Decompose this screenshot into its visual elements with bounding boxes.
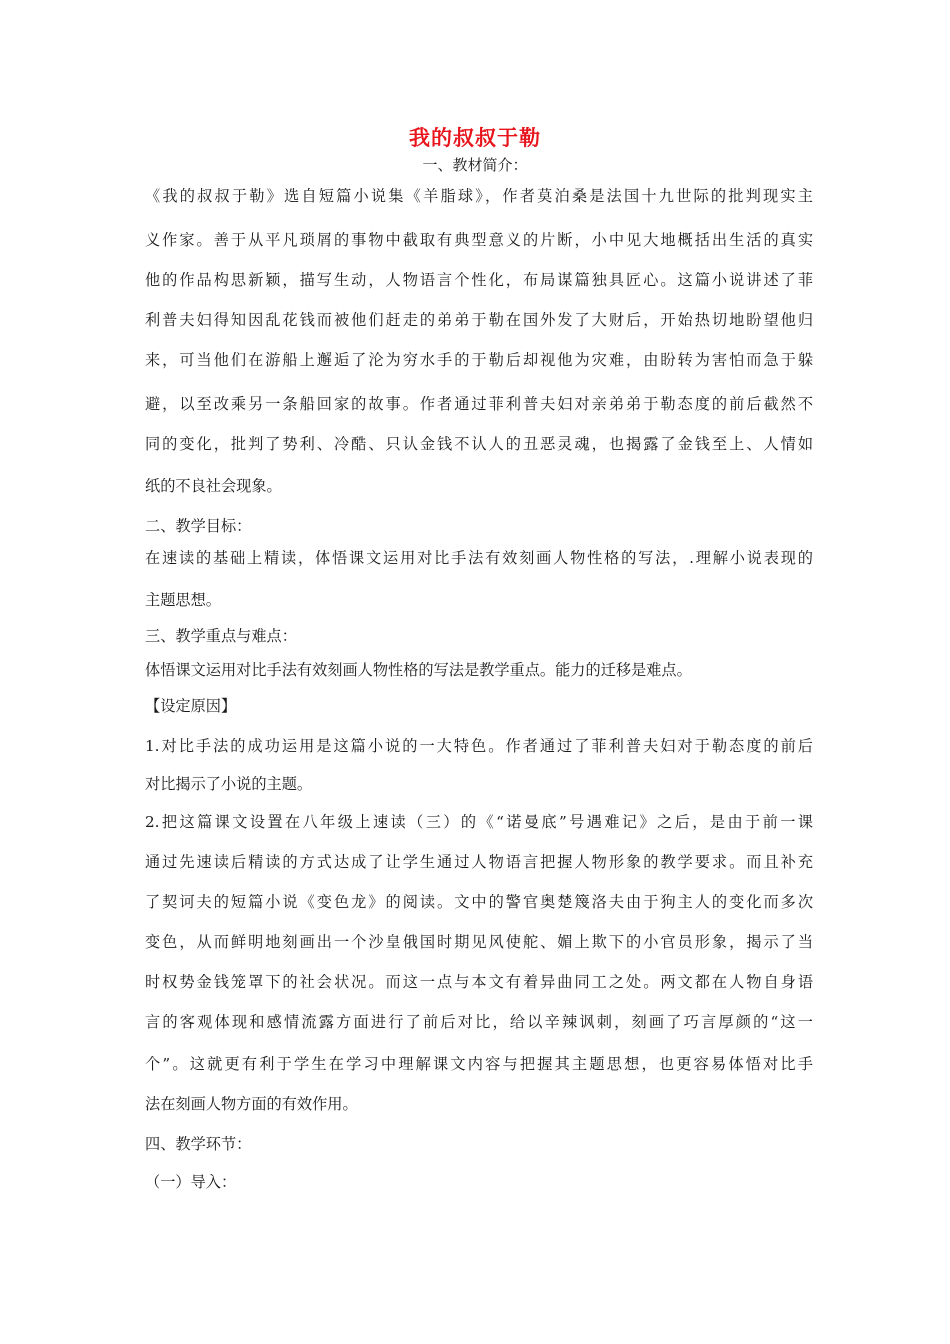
text-line: 通过先速读后精读的方式达成了让学生通过人物语言把握人物形象的教学要求。而且补充 <box>145 853 813 871</box>
text-line: 二、教学目标： <box>145 517 252 535</box>
text-line: 变色，从而鲜明地刻画出一个沙皇俄国时期见风使舵、媚上欺下的小官员形象，揭示了当 <box>145 933 813 951</box>
text-line: 法在刻画人物方面的有效作用。 <box>145 1095 358 1113</box>
text-line: 了契诃夫的短篇小说《变色龙》的阅读。文中的警官奥楚篾洛夫由于狗主人的变化而多次 <box>145 893 813 911</box>
section-heading: 一、教材简介： <box>422 156 528 174</box>
text-line: 在速读的基础上精读，体悟课文运用对比手法有效刻画人物性格的写法，.理解小说表现的 <box>145 549 813 567</box>
text-line: 《我的叔叔于勒》选自短篇小说集《羊脂球》，作者莫泊桑是法国十九世际的批判现实主 <box>145 187 813 205</box>
text-line: 来，可当他们在游船上邂逅了沦为穷水手的于勒后却视他为灾难，由盼转为害怕而急于躲 <box>145 351 813 369</box>
text-line: 主题思想。 <box>145 591 221 609</box>
text-line: 利普夫妇得知因乱花钱而被他们赶走的弟弟于勒在国外发了大财后，开始热切地盼望他归 <box>145 311 813 329</box>
text-line: 【设定原因】 <box>145 697 237 715</box>
document-title: 我的叔叔于勒 <box>409 125 541 150</box>
text-line: 四、教学环节： <box>145 1135 252 1153</box>
text-line: 纸的不良社会现象。 <box>145 477 282 495</box>
text-line: 体悟课文运用对比手法有效刻画人物性格的写法是教学重点。能力的迁移是难点。 <box>145 661 692 679</box>
text-line: 2.把这篇课文设置在八年级上速读（三）的《“诺曼底”号遇难记》之后，是由于前一课 <box>145 813 813 831</box>
text-line: （一）导入： <box>145 1173 237 1191</box>
text-line: 时权势金钱笼罩下的社会状况。而这一点与本文有着异曲同工之处。两文都在人物自身语 <box>145 973 813 991</box>
text-line: 他的作品构思新颖，描写生动，人物语言个性化，布局谋篇独具匠心。这篇小说讲述了菲 <box>145 271 813 289</box>
text-line: 同的变化，批判了势利、冷酷、只认金钱不认人的丑恶灵魂，也揭露了金钱至上、人情如 <box>145 435 813 453</box>
text-line: 个”。这就更有利于学生在学习中理解课文内容与把握其主题思想，也更容易体悟对比手 <box>145 1055 813 1073</box>
text-line: 三、教学重点与难点： <box>145 627 297 645</box>
text-line: 对比揭示了小说的主题。 <box>145 775 313 793</box>
text-line: 言的客观体现和感情流露方面进行了前后对比，给以辛辣讽刺，刻画了巧言厚颜的“这一 <box>145 1013 813 1031</box>
text-line: 义作家。善于从平凡琐屑的事物中截取有典型意义的片断，小中见大地概括出生活的真实 <box>145 231 813 249</box>
text-line: 避，以至改乘另一条船回家的故事。作者通过菲利普夫妇对亲弟弟于勒态度的前后截然不 <box>145 395 813 413</box>
text-line: 1.对比手法的成功运用是这篇小说的一大特色。作者通过了菲利普夫妇对于勒态度的前后 <box>145 737 813 755</box>
